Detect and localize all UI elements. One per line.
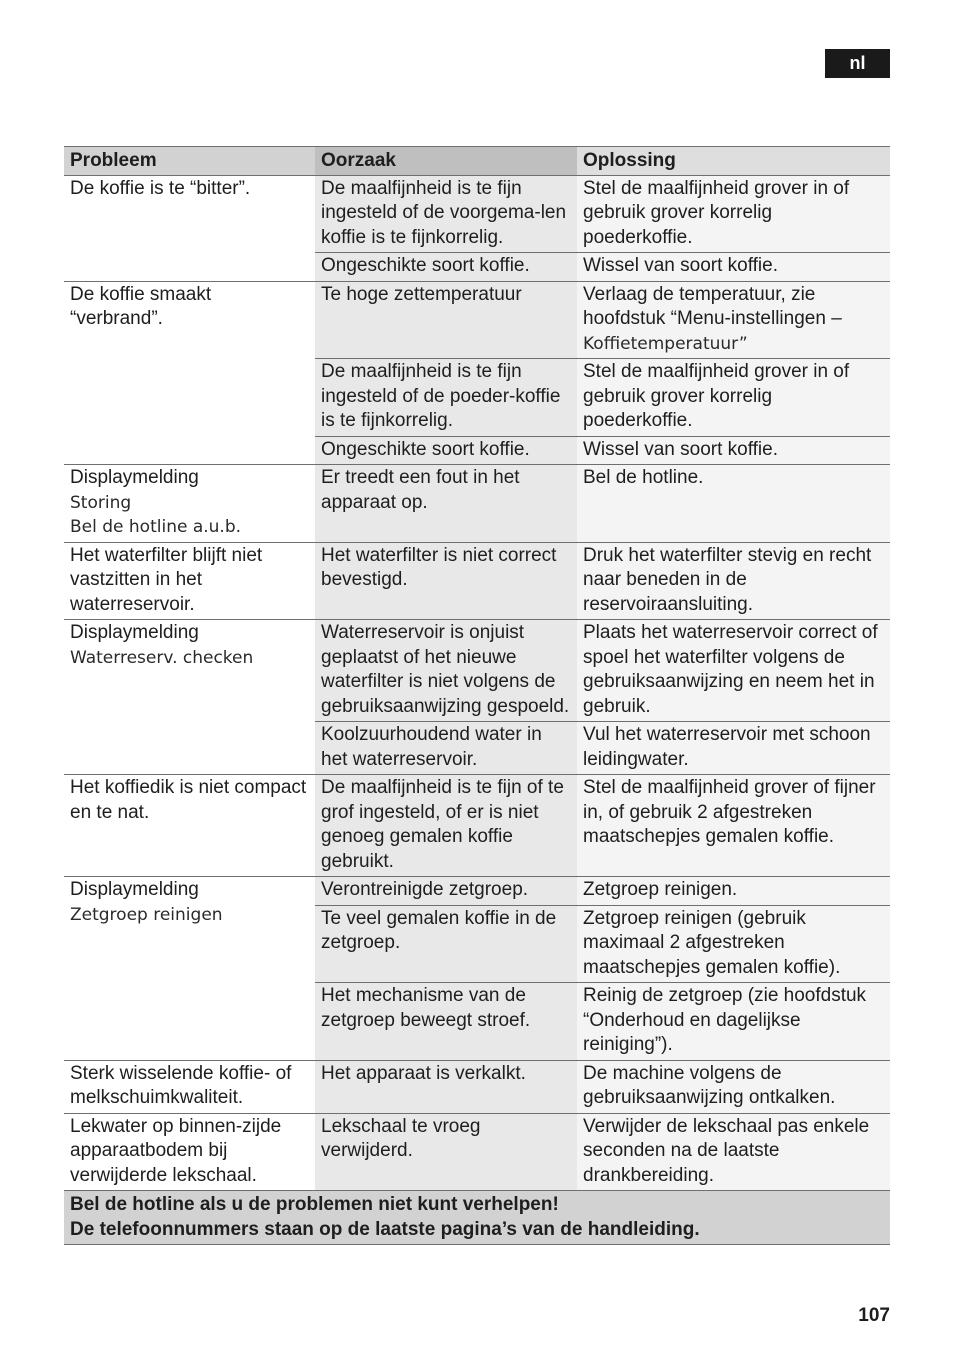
solution-cell: Wissel van soort koffie. [577, 436, 890, 465]
table-row [64, 620, 890, 722]
cause-cell: De maalfijnheid is te fijn of te grof ingesteld, of er is niet genoeg gemalen koffie gebruikt. [315, 775, 577, 877]
table-row [64, 1060, 890, 1113]
solution-text: Verlaag de temperatuur, zie hoofdstuk “Menu-instellingen – [583, 283, 842, 329]
problem-cell: Lekwater op binnen-zijde apparaatbodem bij verwijderde lekschaal. [64, 1113, 315, 1191]
cause-cell: Verontreinigde zetgroep. [315, 877, 577, 906]
cause-cell: Ongeschikte soort koffie. [315, 436, 577, 465]
troubleshooting-table [64, 146, 890, 1245]
table-row [64, 542, 890, 620]
header-problem: Probleem [64, 147, 315, 176]
solution-cell: Bel de hotline. [577, 465, 890, 543]
display-message-text: Storing [70, 492, 132, 513]
page-number: 107 [858, 1305, 890, 1326]
cause-cell: Het waterfilter is niet correct bevestigd. [315, 542, 577, 620]
cause-cell: Te hoge zettemperatuur [315, 281, 577, 359]
solution-cell: Stel de maalfijnheid grover in of gebruik grover korrelig poederkoffie. [577, 175, 890, 253]
table-row [64, 175, 890, 253]
display-message-text: Bel de hotline a.u.b. [70, 517, 242, 537]
table-row [64, 465, 890, 543]
table-footer-row [64, 1191, 890, 1245]
solution-cell [577, 281, 890, 359]
cause-cell: Lekschaal te vroeg verwijderd. [315, 1113, 577, 1191]
display-message-text: Koffietemperatuur” [583, 333, 748, 354]
table-header-row [64, 147, 890, 176]
cause-cell: De maalfijnheid is te fijn ingesteld of de voorgema-len koffie is te fijnkorrelig. [315, 175, 577, 253]
solution-cell: Druk het waterfilter stevig en recht naar beneden in de reservoiraansluiting. [577, 542, 890, 620]
language-badge: nl [825, 49, 890, 78]
hotline-note [64, 1191, 890, 1245]
problem-text: Displaymelding [70, 467, 199, 488]
cause-cell: Te veel gemalen koffie in de zetgroep. [315, 905, 577, 983]
table-row [64, 775, 890, 877]
problem-cell: De koffie is te “bitter”. [64, 175, 315, 281]
problem-cell: Sterk wisselende koffie- of melkschuimkwaliteit. [64, 1060, 315, 1113]
problem-cell: De koffie smaakt “verbrand”. [64, 281, 315, 465]
problem-cell [64, 877, 315, 1061]
problem-text: Displaymelding [70, 879, 199, 900]
cause-cell: De maalfijnheid is te fijn ingesteld of de poeder-koffie is te fijnkorrelig. [315, 359, 577, 437]
cause-cell: Er treedt een fout in het apparaat op. [315, 465, 577, 543]
problem-cell [64, 465, 315, 543]
hotline-note-line: Bel de hotline als u de problemen niet kunt verhelpen! [70, 1194, 559, 1215]
solution-cell: Zetgroep reinigen (gebruik maximaal 2 afgestreken maatschepjes gemalen koffie). [577, 905, 890, 983]
table-row [64, 1113, 890, 1191]
cause-cell: Het mechanisme van de zetgroep beweegt stroef. [315, 983, 577, 1061]
table-row [64, 877, 890, 906]
cause-cell: Koolzuurhoudend water in het waterreservoir. [315, 722, 577, 775]
solution-cell: Stel de maalfijnheid grover of fijner in, of gebruik 2 afgestreken maatschepjes gemalen koffie. [577, 775, 890, 877]
problem-cell: Het waterfilter blijft niet vastzitten in het waterreservoir. [64, 542, 315, 620]
cause-cell: Het apparaat is verkalkt. [315, 1060, 577, 1113]
cause-cell: Waterreservoir is onjuist geplaatst of het nieuwe waterfilter is niet volgens de gebruiksaanwijzing gespoeld. [315, 620, 577, 722]
solution-cell: Reinig de zetgroep (zie hoofdstuk “Onderhoud en dagelijkse reiniging”). [577, 983, 890, 1061]
solution-cell: Zetgroep reinigen. [577, 877, 890, 906]
solution-cell: Stel de maalfijnheid grover in of gebruik grover korrelig poederkoffie. [577, 359, 890, 437]
header-cause: Oorzaak [315, 147, 577, 176]
header-solution: Oplossing [577, 147, 890, 176]
problem-text: Displaymelding [70, 622, 199, 643]
phone-numbers-note-line: De telefoonnummers staan op de laatste pagina’s van de handleiding. [70, 1218, 700, 1240]
solution-cell: Wissel van soort koffie. [577, 253, 890, 282]
problem-cell [64, 620, 315, 775]
cause-cell: Ongeschikte soort koffie. [315, 253, 577, 282]
solution-cell: Plaats het waterreservoir correct of spoel het waterfilter volgens de gebruiksaanwijzing en neem het in gebruik. [577, 620, 890, 722]
solution-cell: De machine volgens de gebruiksaanwijzing ontkalken. [577, 1060, 890, 1113]
solution-cell: Verwijder de lekschaal pas enkele seconden na de laatste drankbereiding. [577, 1113, 890, 1191]
table-row [64, 281, 890, 359]
solution-cell: Vul het waterreservoir met schoon leidingwater. [577, 722, 890, 775]
problem-cell: Het koffiedik is niet compact en te nat. [64, 775, 315, 877]
display-message-text: Waterreserv. checken [70, 647, 254, 668]
display-message-text: Zetgroep reinigen [70, 904, 223, 925]
